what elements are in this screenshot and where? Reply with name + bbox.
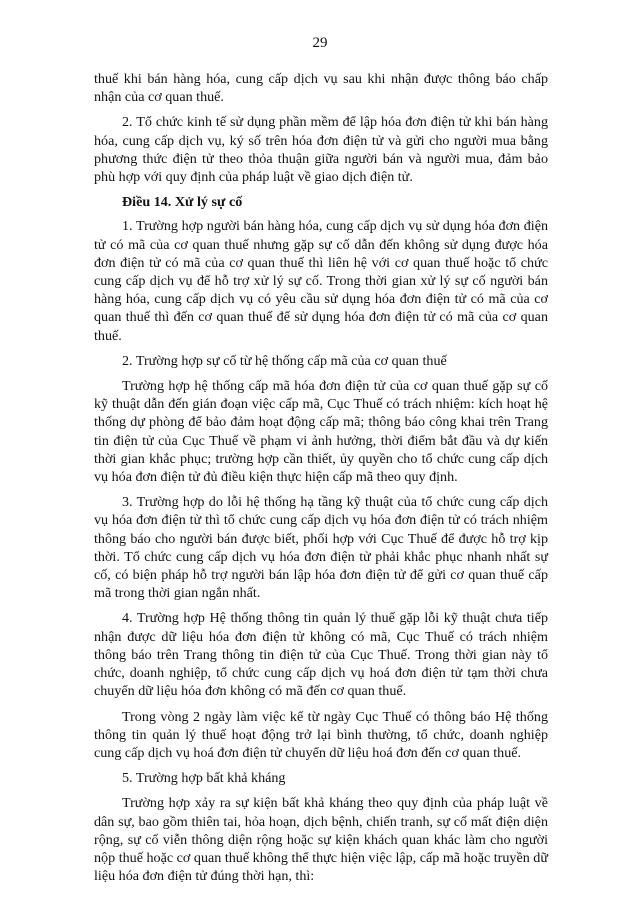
paragraph-incident-4: 4. Trường hợp Hệ thống thông tin quản lý thuế gặp lỗi kỹ thuật chưa tiếp nhận được dữ liệu hóa đơn điện tử không có mã, Cục Thuế có trách nhiệm thông báo trên Trang thông tin điện tử của Cục Thuế. Trong thời gian này tổ chức, doanh nghiệp, tổ chức cung cấp dịch vụ hoá đơn điện tử tạm thời chưa chuyển dữ liệu hóa đơn không có mã đến cơ quan thuế. — [94, 610, 548, 700]
paragraph-clause-2: 2. Tổ chức kinh tế sử dụng phần mềm để lập hóa đơn điện tử khi bán hàng hóa, cung cấp dịch vụ, ký số trên hóa đơn điện tử và gửi cho người mua bằng phương thức điện tử theo thỏa thuận giữa người bán và người mua, đảm bảo phù hợp với quy định của pháp luật về giao dịch điện tử. — [94, 114, 548, 186]
paragraph-incident-1: 1. Trường hợp người bán hàng hóa, cung cấp dịch vụ sử dụng hóa đơn điện tử có mã của cơ quan thuế nhưng gặp sự cố dẫn đến không sử dụng được hóa đơn điện tử có mã của cơ quan thuế thì liên hệ với cơ quan thuế hoặc tổ chức cung cấp dịch vụ để hỗ trợ xử lý sự cố. Trong thời gian xử lý sự cố người bán hàng hóa, cung cấp dịch vụ có yêu cầu sử dụng hóa đơn điện tử có mã của cơ quan thuế thì đến cơ quan thuế để sử dụng hóa đơn điện tử có mã của cơ quan thuế. — [94, 218, 548, 344]
paragraph-incident-2-title: 2. Trường hợp sự cố từ hệ thống cấp mã của cơ quan thuế — [122, 352, 447, 369]
paragraph-incident-5-body: Trường hợp xảy ra sự kiện bất khả kháng theo quy định của pháp luật về dân sự, bao gồm thiên tai, hỏa hoạn, dịch bệnh, chiến tranh, sự cố mất điện diện rộng, sự cố viễn thông diện rộng hoặc sự kiện khách quan khác làm cho người nộp thuế hoặc cơ quan thuế không thể thực hiện việc lập, cấp mã hoặc truyền dữ liệu hóa đơn điện tử đúng thời hạn, thì: — [94, 795, 548, 885]
paragraph-incident-3: 3. Trường hợp do lỗi hệ thống hạ tầng kỹ thuật của tổ chức cung cấp dịch vụ hóa đơn điện tử thì tổ chức cung cấp dịch vụ hóa đơn điện tử có trách nhiệm thông báo cho người bán được biết, phối hợp với Cục Thuế để được hỗ trợ kịp thời. Tổ chức cung cấp dịch vụ hóa đơn điện tử phải khắc phục nhanh nhất sự cố, có biện pháp hỗ trợ người bán lập hóa đơn điện tử để gửi cơ quan thuế cấp mã trong thời gian ngắn nhất. — [94, 494, 548, 602]
paragraph-incident-4-followup: Trong vòng 2 ngày làm việc kể từ ngày Cục Thuế có thông báo Hệ thống thông tin quản lý thuế hoạt động trở lại bình thường, tổ chức, doanh nghiệp cung cấp dịch vụ hoá đơn điện tử chuyển dữ liệu hoá đơn đến cơ quan thuế. — [94, 708, 548, 761]
page-number: 29 — [312, 35, 328, 51]
document-body — [94, 70, 548, 892]
paragraph-incident-2-body: Trường hợp hệ thống cấp mã hóa đơn điện tử của cơ quan thuế gặp sự cố kỹ thuật dẫn đến gián đoạn việc cấp mã, Cục Thuế có trách nhiệm: kích hoạt hệ thống dự phòng để bảo đảm hoạt động cấp mã; thông báo công khai trên Trang tin điện tử của Cục Thuế về phạm vi ảnh hưởng, thời điểm bắt đầu và dự kiến thời gian khắc phục; trường hợp cần thiết, ủy quyền cho tổ chức cung cấp dịch vụ hóa đơn điện tử đủ điều kiện thực hiện cấp mã theo quy định. — [94, 378, 548, 486]
paragraph-continuation: thuế khi bán hàng hóa, cung cấp dịch vụ sau khi nhận được thông báo chấp nhận của cơ quan thuế. — [94, 71, 548, 106]
article-heading: Điều 14. Xử lý sự cố — [122, 194, 243, 211]
paragraph-incident-5-title: 5. Trường hợp bất khả kháng — [122, 770, 286, 787]
